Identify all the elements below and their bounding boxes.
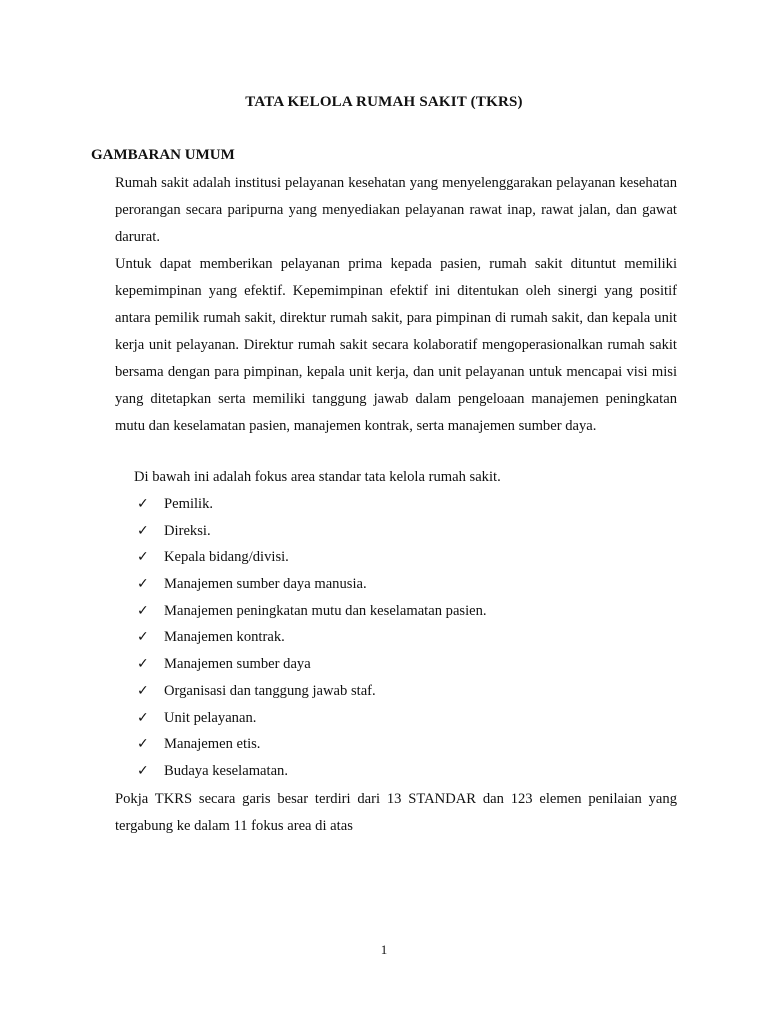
checkmark-icon: ✓ [137, 549, 149, 566]
section-heading: GAMBARAN UMUM [91, 147, 235, 163]
checkmark-icon: ✓ [137, 656, 149, 673]
list-item-label: Budaya keselamatan. [164, 762, 288, 779]
checkmark-icon: ✓ [137, 576, 149, 593]
checkmark-icon: ✓ [137, 522, 149, 539]
list-item-label: Manajemen sumber daya manusia. [164, 576, 367, 593]
list-item-label: Unit pelayanan. [164, 709, 257, 726]
list-item [137, 598, 487, 625]
checkmark-icon: ✓ [137, 602, 149, 619]
list-item-label: Pemilik. [164, 496, 214, 512]
page-number: 1 [380, 942, 388, 957]
checkmark-icon: ✓ [137, 762, 149, 779]
paragraph-summary: Pokja TKRS secara garis besar terdiri dari 13 STANDAR dan 123 elemen penilaian yang tergabung ke dalam 11 fokus area di atas [115, 791, 677, 834]
list-item-label: Kepala bidang/divisi. [164, 549, 289, 566]
list-item [137, 571, 487, 598]
list-item-label: Manajemen kontrak. [164, 629, 285, 646]
list-item [137, 758, 487, 785]
list-intro: Di bawah ini adalah fokus area standar tata kelola rumah sakit. [134, 469, 501, 485]
list-item [137, 678, 487, 705]
list-item-label: Direksi. [164, 522, 211, 539]
list-item-label: Organisasi dan tanggung jawab staf. [164, 682, 376, 699]
list-item [137, 651, 487, 678]
checkmark-icon: ✓ [137, 736, 149, 753]
list-item [137, 731, 487, 758]
checkmark-icon: ✓ [137, 629, 149, 646]
paragraph-definition: Rumah sakit adalah institusi pelayanan kesehatan yang menyelenggarakan pelayanan kesehatan perorangan secara paripurna yang menyediakan pelayanan rawat inap, rawat jalan, dan gawat darurat. [115, 175, 677, 245]
document-title: TATA KELOLA RUMAH SAKIT (TKRS) [245, 94, 523, 110]
checkmark-icon: ✓ [137, 709, 149, 726]
list-item [137, 624, 487, 651]
list-item-label: Manajemen sumber daya [164, 656, 311, 673]
list-item-label: Manajemen peningkatan mutu dan keselamatan pasien. [164, 602, 487, 619]
list-item [137, 705, 487, 732]
checkmark-icon: ✓ [137, 682, 149, 699]
list-item-label: Manajemen etis. [164, 736, 261, 753]
list-item [137, 491, 487, 518]
list-item [137, 518, 487, 545]
list-item [137, 544, 487, 571]
focus-area-list [137, 491, 487, 785]
paragraph-leadership: Untuk dapat memberikan pelayanan prima kepada pasien, rumah sakit dituntut memiliki kepemimpinan yang efektif. Kepemimpinan efektif ini ditentukan oleh sinergi yang positif antara pemilik rumah sakit, direktur rumah sakit, para pimpinan di rumah sakit, dan kepala unit kerja unit pelayanan. Direktur rumah sakit secara kolaboratif mengoperasionalkan rumah sakit bersama dengan para pimpinan, kepala unit kerja, dan unit pelayanan untuk mencapai visi misi yang ditetapkan serta memiliki tanggung jawab dalam pengeloaan manajemen peningkatan mutu dan keselamatan pasien, manajemen kontrak, serta manajemen sumber daya. [115, 256, 677, 434]
checkmark-icon: ✓ [137, 496, 149, 512]
